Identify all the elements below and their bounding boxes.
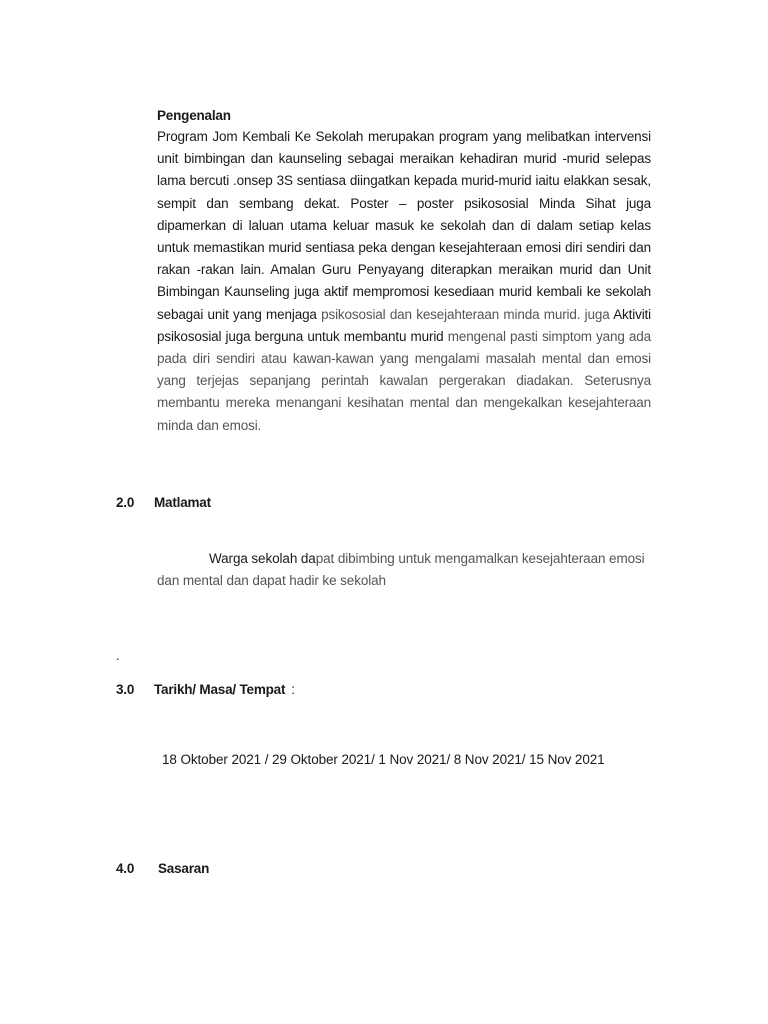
- event-dates: 18 Oktober 2021 / 29 Oktober 2021/ 1 Nov 2021/ 8 Nov 2021/ 15 Nov 2021: [162, 752, 605, 767]
- section-title: Sasaran: [158, 861, 210, 876]
- intro-text-part1: Program Jom Kembali Ke Sekolah merupakan program yang melibatkan intervensi unit bimbingan dan kaunseling sebagai meraikan kehadiran murid -murid selepas lama bercuti .onsep 3S sentiasa diingatkan kepada murid-murid iaitu elakkan sesak, sempit dan sembang dekat. Poster – poster psikososial Minda Sihat juga dipamerkan di laluan utama keluar masuk ke sekolah dan di dalam setiap kelas untuk memastikan murid sentiasa peka dengan kesejahteraan emosi diri sendiri dan rakan -rakan lain. Amalan Guru Penyayang diterapkan meraikan murid dan Unit Bimbingan Kaunseling juga aktif mempromosi kesediaan murid kembali ke sekolah sebagai unit yang menjaga: [157, 129, 651, 322]
- section-number: 4.0: [116, 861, 135, 876]
- stray-dot: .: [116, 648, 120, 663]
- intro-text-part2: psikososial dan kesejahteraan minda murid. juga: [321, 306, 610, 322]
- intro-paragraph: [157, 126, 651, 437]
- section-heading-matlamat: [116, 495, 211, 510]
- section-colon: :: [291, 682, 295, 697]
- section-title: Matlamat: [154, 495, 211, 510]
- intro-text-part3: Aktiviti psikososial juga berguna untuk membantu murid: [157, 306, 651, 344]
- section-number: 3.0: [116, 682, 135, 697]
- aim-text-part1: Warga sekolah da: [209, 551, 316, 566]
- section-heading-tarikh: [116, 682, 295, 697]
- intro-heading: Pengenalan: [157, 108, 231, 123]
- section-title: Tarikh/ Masa/ Tempat: [154, 682, 286, 697]
- section-number: 2.0: [116, 495, 135, 510]
- aim-text-part2: pat dibimbing untuk mengamalkan kesejahteraan emosi dan mental dan dapat hadir ke sekolah: [157, 551, 645, 589]
- aim-paragraph: [157, 548, 651, 593]
- intro-text-part4: mengenal pasti simptom yang ada pada diri sendiri atau kawan-kawan yang mengalami masalah mental dan emosi yang terjejas sepanjang perintah kawalan pergerakan diadakan. Seterusnya membantu mereka menangani kesihatan mental dan mengekalkan kesejahteraan minda dan emosi.: [157, 328, 652, 433]
- section-heading-sasaran: [116, 861, 209, 876]
